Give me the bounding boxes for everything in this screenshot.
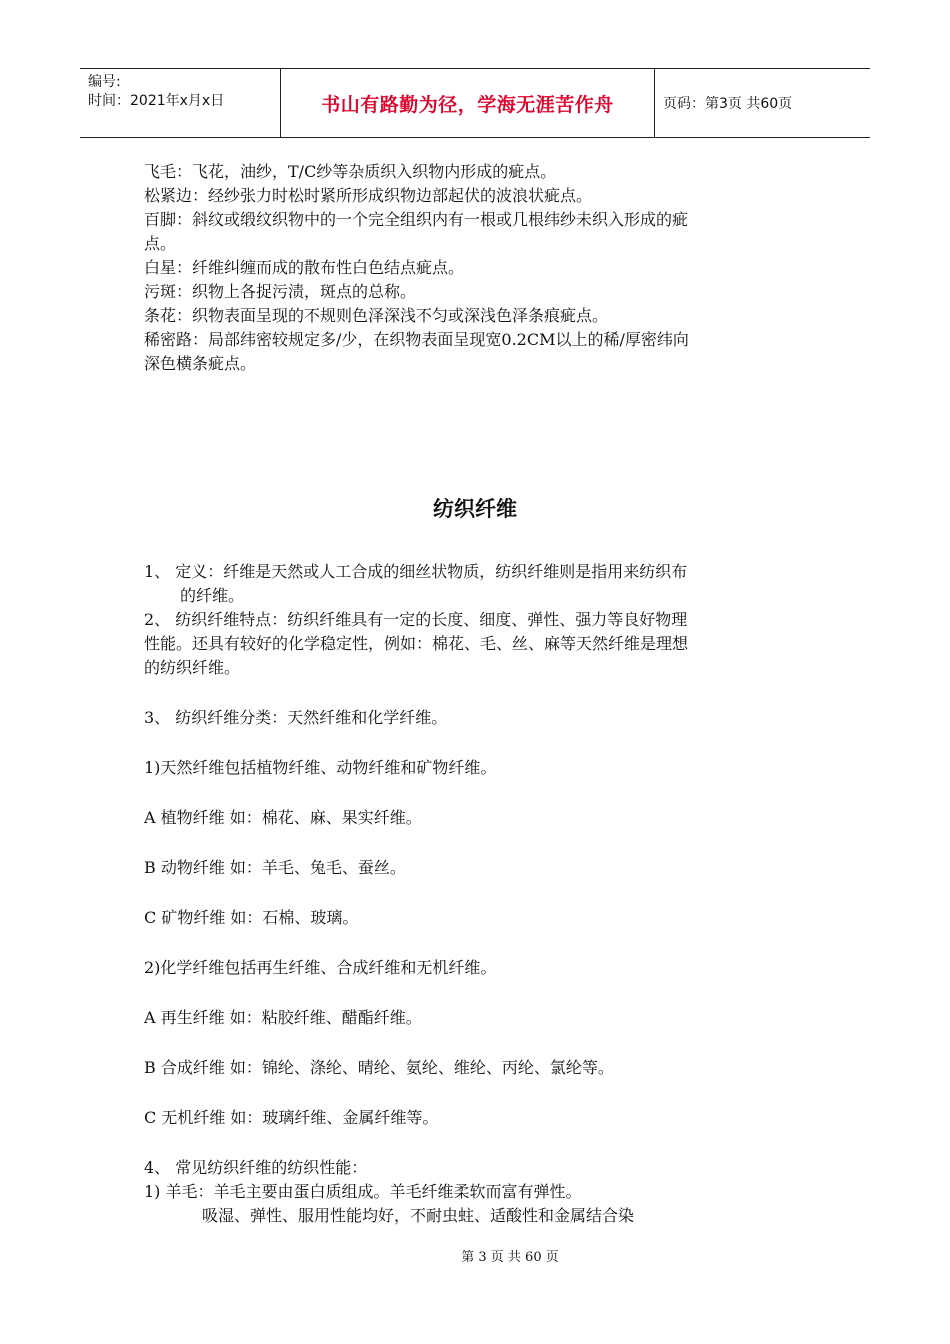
defect-line: 点。 [144,234,177,253]
paragraph-line: 3、 纺织纤维分类：天然纤维和化学纤维。 [144,708,448,727]
paragraph-line: B 动物纤维 如：羊毛、兔毛、蚕丝。 [144,858,406,877]
paragraph-line: B 合成纤维 如：锦纶、涤纶、晴纶、氨纶、维纶、丙纶、氯纶等。 [144,1058,614,1077]
defect-line: 污斑：织物上各捉污渍，斑点的总称。 [144,282,417,301]
paragraph-line: C 无机纤维 如：玻璃纤维、金属纤维等。 [144,1108,439,1127]
header-motto: 书山有路勤为径，学海无涯苦作舟 [281,69,655,137]
paragraph-line: C 矿物纤维 如：石棉、玻璃。 [144,908,359,927]
header-table [80,68,870,138]
paragraph-line: 的纺织纤维。 [144,658,241,677]
section-title: 纺织纤维 [433,497,517,521]
defects-list [144,160,814,376]
paragraph-line: A 植物纤维 如：棉花、麻、果实纤维。 [144,808,422,827]
paragraph-line: 1)天然纤维包括植物纤维、动物纤维和矿物纤维。 [144,758,497,777]
paragraph-line: A 再生纤维 如：粘胶纤维、醋酯纤维。 [144,1008,422,1027]
paragraph-line: 的纤维。 [180,586,245,605]
document-time-label: 时间：2021年x月x日 [88,93,225,109]
defect-line: 条花：织物表面呈现的不规则色泽深浅不匀或深浅色泽条痕疵点。 [144,306,609,325]
paragraph-line: 2、 纺织纤维特点：纺织纤维具有一定的长度、细度、弹性、强力等良好物理 [144,610,688,629]
document-number-label: 编号: [88,74,121,90]
header-page-info: 页码：第3页 共60页 [663,96,793,112]
paragraph-line: 性能。还具有较好的化学稳定性，例如：棉花、毛、丝、麻等天然纤维是理想 [144,634,689,653]
paragraph-line: 1、 定义：纤维是天然或人工合成的细丝状物质，纺织纤维则是指用来纺织布 [144,562,688,581]
page-footer: 第 3 页 共 60 页 [461,1250,559,1265]
defect-line: 飞毛：飞花，油纱，T/C纱等杂质织入织物内形成的疵点。 [144,162,557,181]
defect-line: 稀密路：局部纬密较规定多/少，在织物表面呈现宽0.2CM以上的稀/厚密纬向 [144,330,689,349]
defect-line: 白星：纤维纠缠而成的散布性白色结点疵点。 [144,258,465,277]
defect-line: 百脚：斜纹或缎纹织物中的一个完全组织内有一根或几根纬纱未织入形成的疵 [144,210,689,229]
paragraph-line: 1) 羊毛：羊毛主要由蛋白质组成。羊毛纤维柔软而富有弹性。 [144,1182,582,1201]
defect-line: 松紧边：经纱张力时松时紧所形成织物边部起伏的波浪状疵点。 [144,186,593,205]
defect-line: 深色横条疵点。 [144,354,257,373]
paragraph-line: 2)化学纤维包括再生纤维、合成纤维和无机纤维。 [144,958,497,977]
paragraph-line: 4、 常见纺织纤维的纺织性能： [144,1158,368,1177]
header-meta-cell [80,69,281,137]
paragraph-line: 吸湿、弹性、服用性能均好，不耐虫蛀、适酸性和金属结合染 [202,1206,635,1225]
fiber-section [144,560,824,1228]
